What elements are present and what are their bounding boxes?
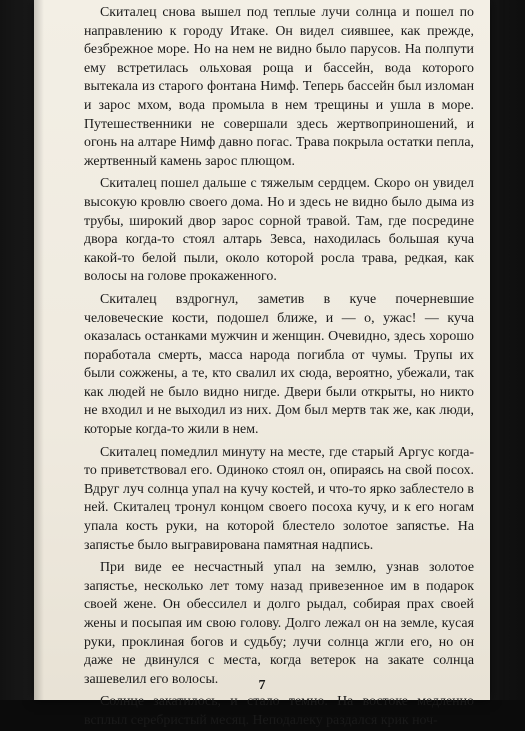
paragraph-6: Солнце закатилось, и стало темно. На востоке медленно всплыл серебристый месяц. Неподалеку раздался крик ноч- (84, 694, 474, 728)
page-number: 7 (258, 678, 266, 693)
paragraph-5: При виде ее несчастный упал на землю, узнав золотое запястье, несколько лет тому назад привезенное им в подарок своей жене. Он обессилел и долго рыдал, собирая прах своей жены и посыпая им свою голову. Долго лежал он на земле, кусая руки, проклиная богов и судьбу; лучи солнца жгли его, но он даже не двинулся с места, когда ветерок на закате солнца зашевелил его волосы. (84, 560, 474, 687)
paragraph-1: Скиталец снова вышел под теплые лучи солнца и пошел по направлению к городу Итаке. Он видел сиявшее, как прежде, безбрежное море. Но на нем не видно было парусов. На полпути ему встретилась ольховая роща и бассейн, вода которого вытекала из старого фонтана Нимф. Теперь бассейн был изломан и зарос мхом, вода промыла в нем трещины и ушла в море. Путешественники не совершали здесь жертвоприношений, и огонь на алтаре Нимф давно погас. Трава покрыла остатки пепла, жертвенный камень зарос плющом. (84, 5, 474, 169)
book-page (34, 0, 490, 728)
page-text (84, 4, 474, 731)
paragraph-2: Скиталец пошел дальше с тяжелым сердцем. Скоро он увидел высокую кровлю своего дома. Но и здесь не видно было дыма из трубы, широкий двор зарос сорной травой. Там, где посредине двора когда-то стоял алтарь Зевса, находилась большая куча какой-то белой пыли, около которой росла трава, редкая, как волосы на голове прокаженного. (84, 176, 474, 285)
paragraph-4: Скиталец помедлил минуту на месте, где старый Аргус когда-то приветствовал его. Одиноко стоял он, опираясь на свой посох. Вдруг луч солнца упал на кучу костей, и что-то ярко заблестело в ней. Скиталец тронул концом своего посоха кучу, и к его ногам упала кость руки, на которой блестело золотое запястье. На запястье было выгравирована памятная надпись. (84, 444, 474, 553)
paragraph-3: Скиталец вздрогнул, заметив в куче почерневшие человеческие кости, подошел ближе, и — о, ужас! — куча оказалась останками мужчин и женщин. Очевидно, здесь хорошо поработала смерть, масса народа погибла от чумы. Трупы их были сожжены, а те, кто свалил их сюда, вероятно, убежали, так как людей не было видно нигде. Двери были открыты, но никто не входил и не выходил из них. Дом был мертв так же, как люди, которые когда-то жили в нем. (84, 291, 474, 438)
